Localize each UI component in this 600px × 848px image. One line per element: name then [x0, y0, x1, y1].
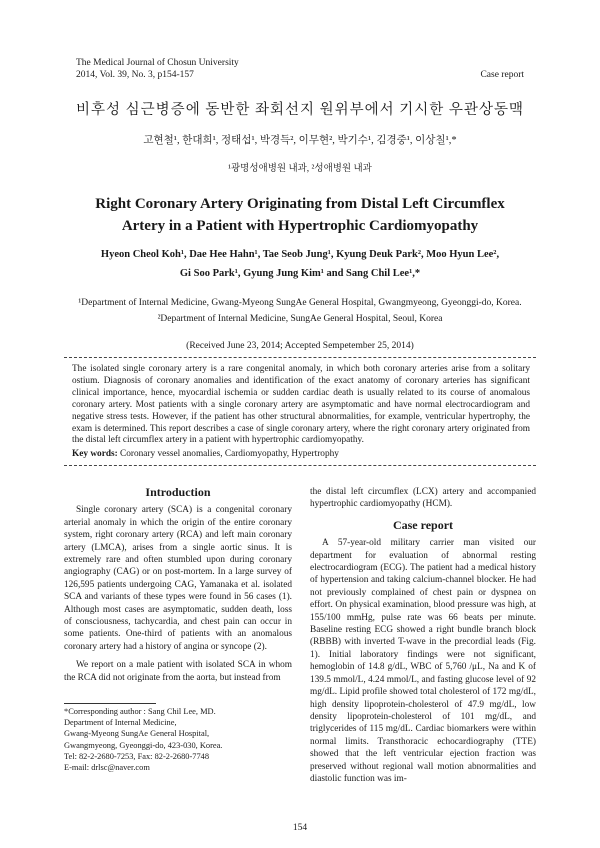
introduction-heading: Introduction [145, 485, 211, 499]
english-authors-line2: Gi Soo Park¹, Gyung Jung Kim¹ and Sang Chil Lee¹,* [179, 268, 421, 279]
article-type: Case report [480, 70, 524, 80]
introduction-paragraph-1: Single coronary artery (SCA) is a congenital coronary arterial anomaly in which the origin of the entire coronary system, right coronary artery (RCA) and left main coronary artery (LMCA), arises from a single aortic sinus. It is extremely rare and often stumbled upon during coronary angiography (CAG) or on post-mortem. In a large survey of 126,595 patients undergoing CAG, Yamanaka et al. isolated SCA and variants of these types were found in 56 cases (1). Although most cases are asymptomatic, sudden death, loss of consciousness, tachycardia, and chest pain can occur in some patients. One-third of patients with an anomalous coronary artery had a history of angina or syncope (2). [64, 505, 292, 652]
affiliation-2: ²Department of Internal Medicine, SungAe General Hospital, Seoul, Korea [157, 314, 443, 324]
english-authors-line1: Hyeon Cheol Koh¹, Dae Hee Hahn¹, Tae Seob Jung¹, Kyung Deuk Park², Moo Hyun Lee², [100, 249, 500, 260]
footnote-rule [64, 703, 156, 704]
abstract: The isolated single coronary artery is a rare congenital anomaly, in which both coronary arteries arise from a solitary ostium. Diagnosis of coronary anomalies and identification of the exact anatomy of coronary arteries has significant clinical importance, hence, myocardial ischemia or sudden cardiac death is usually related to its course of anomalous coronary artery. Most patients with a single coronary artery are asymptomatic and have normal electrocardiogram and negative stress tests. However, if the patient has other structural abnormalities, for example, ventricular hypertrophy, the exam is determined. This report describes a case of single coronary artery, where the right coronary artery originated from the distal left circumflex artery in a patient with hypertrophic cardiomyopathy. [72, 364, 530, 446]
left-column [64, 486, 292, 690]
abstract-top-rule [64, 357, 536, 358]
english-title-line2: Artery in a Patient with Hypertrophic Cardiomyopathy [121, 218, 479, 234]
page-number: 154 [292, 823, 308, 833]
affiliation-1: ¹Department of Internal Medicine, Gwang-Myeong SungAe General Hospital, Gwangmyeong, Gyeonggi-do, Korea. [78, 298, 522, 308]
korean-affiliations: ¹광명성애병원 내과, ²성애병원 내과 [228, 164, 372, 174]
korean-authors: 고현철¹, 한대희¹, 정태섭¹, 박경득², 이무현², 박기수¹, 김경중¹, 이상칠¹,* [143, 135, 457, 146]
keywords-label: Key words: [72, 449, 118, 459]
footnote-line: Department of Internal Medicine, [64, 718, 177, 728]
case-report-heading: Case report [392, 517, 454, 532]
english-affiliations [0, 295, 600, 327]
introduction-paragraph-2-continued: the distal left circumflex (LCX) artery and accompanied hypertrophic cardiomyopathy (HCM). [310, 487, 536, 510]
right-column [310, 486, 536, 791]
journal-header [76, 57, 239, 81]
abstract-bottom-rule [64, 465, 536, 466]
korean-title: 비후성 심근병증에 동반한 좌회선지 원위부에서 기시한 우관상동맥 [76, 102, 524, 118]
keywords-text: Coronary vessel anomalies, Cardiomyopathy, Hypertrophy [117, 449, 339, 459]
footnote-email: E-mail: drlsc@naver.com [64, 763, 150, 773]
received-dates: (Received June 23, 2014; Accepted Sempetember 25, 2014) [186, 341, 414, 351]
case-report-paragraph-1: A 57-year-old military carrier man visited our department for evaluation of abnormal resting electrocardiogram (ECG). The patient had a medical history of hypertension and taking calcium-channel blocker. He had not previously complained of chest pain or dyspnea on effort. On physical examination, blood pressure was high, at 155/100 mmHg, pulse rate was 66 beats per minute. Baseline resting ECG showed a right bundle branch block (RBBB) with inverted T-wave in the precordial leads (Fig. 1). Initial laboratory findings were not significant, hemoglobin of 14.8 g/dL, WBC of 5,760 /μL, Na and K of 139.5 mmol/L, 4.24 mmol/L, and fasting glucose level of 92 mg/dL. Lipid profile showed total cholesterol of 172 mg/dL, high density lipoprotein-cholesterol of 47.9 mg/dL, low density lipoprotein-cholesterol of 101 mg/dL, and triglycerides of 115 mg/dL. Cardiac biomarkers were within normal limits. Transthoracic echocardiography (TTE) showed that the left ventricular ejection fraction was preserved without regional wall motion abnormalities and diastolic function was im- [310, 538, 536, 784]
journal-name: The Medical Journal of Chosun University [76, 58, 239, 68]
english-title-line1: Right Coronary Artery Originating from Distal Left Circumflex [95, 196, 505, 212]
journal-volume: 2014, Vol. 39, No. 3, p154-157 [76, 70, 194, 80]
keywords [72, 449, 530, 459]
english-authors [0, 245, 600, 283]
corresponding-author-footnote [64, 706, 292, 773]
footnote-line: *Corresponding author : Sang Chil Lee, MD. [64, 707, 216, 716]
footnote-line: Gwangmyeong, Gyeonggi-do, 423-030, Korea. [64, 740, 223, 750]
introduction-paragraph-2: We report on a male patient with isolated SCA in whom the RCA did not originate from the aorta, but instead from [64, 660, 292, 683]
footnote-line: Gwang-Myeong SungAe General Hospital, [64, 729, 210, 739]
footnote-line: Tel: 82-2-2680-7253, Fax: 82-2-2680-7748 [64, 751, 210, 761]
english-title [0, 193, 600, 237]
